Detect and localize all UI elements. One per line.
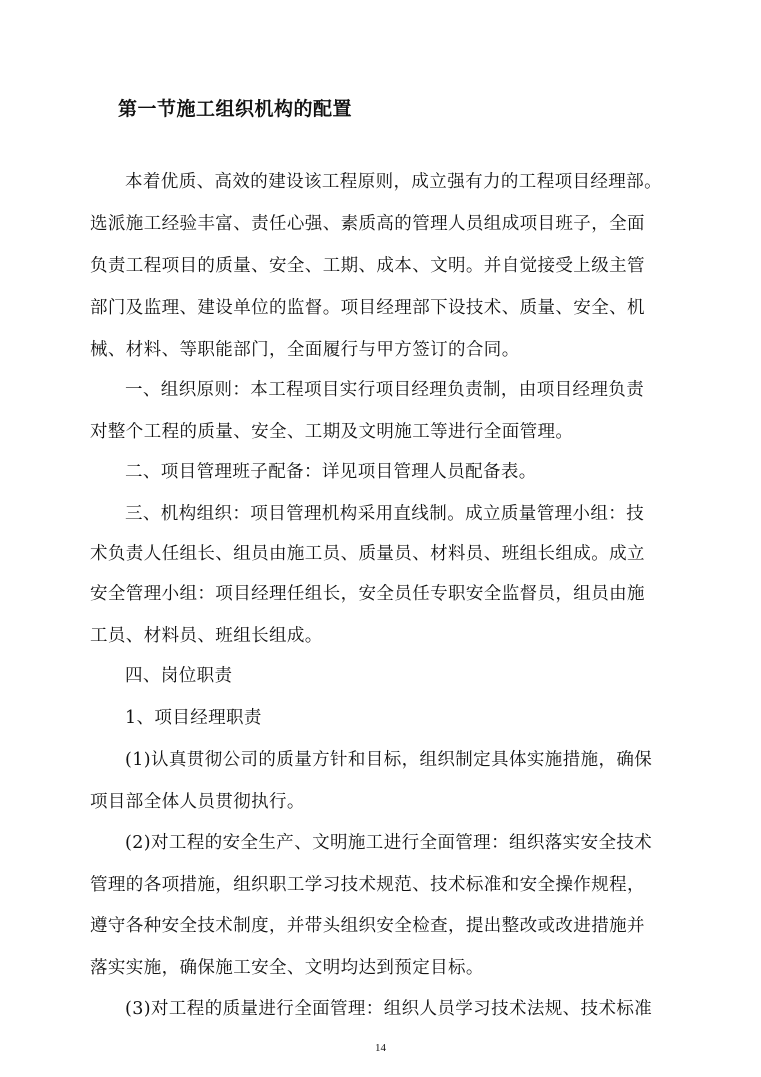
section-heading: 第一节施工组织机构的配置 (118, 98, 353, 120)
paragraph-line: 遵守各种安全技术制度，并带头组织安全检查，提出整改或改进措施并 (90, 916, 645, 936)
paragraph-line: 本着优质、高效的建设该工程原则，成立强有力的工程项目经理部。 (125, 172, 662, 192)
paragraph-line: 二、项目管理班子配备：详见项目管理人员配备表。 (125, 462, 537, 482)
page-number: 14 (375, 1042, 386, 1054)
paragraph-line: 部门及监理、建设单位的监督。项目经理部下设技术、质量、安全、机 (90, 298, 645, 318)
paragraph-line: 工员、材料员、班组长组成。 (90, 626, 323, 646)
paragraph-line: 术负责人任组长、组员由施工员、质量员、材料员、班组长组成。成立 (90, 544, 645, 564)
paragraph-line: 四、岗位职责 (125, 666, 233, 686)
paragraph-line: 项目部全体人员贯彻执行。 (90, 792, 305, 812)
paragraph-line: 对整个工程的质量、安全、工期及文明施工等进行全面管理。 (90, 422, 574, 442)
paragraph-line: 负责工程项目的质量、安全、工期、成本、文明。并自觉接受上级主管 (90, 256, 645, 276)
paragraph-line: 1、项目经理职责 (125, 708, 262, 728)
paragraph-line: (2)对工程的安全生产、文明施工进行全面管理：组织落实安全技术 (125, 833, 653, 853)
paragraph-line: (3)对工程的质量进行全面管理：组织人员学习技术法规、技术标准 (125, 999, 653, 1019)
paragraph-line: 选派施工经验丰富、责任心强、素质高的管理人员组成项目班子，全面 (90, 214, 645, 234)
paragraph-line: 三、机构组织：项目管理机构采用直线制。成立质量管理小组：技 (125, 504, 645, 524)
paragraph-line: 安全管理小组：项目经理任组长，安全员任专职安全监督员，组员由施 (90, 584, 645, 604)
paragraph-line: 械、材料、等职能部门，全面履行与甲方签订的合同。 (90, 340, 520, 360)
paragraph-line: 一、组织原则：本工程项目实行项目经理负责制，由项目经理负责 (125, 380, 645, 400)
paragraph-line: (1)认真贯彻公司的质量方针和目标，组织制定具体实施措施，确保 (125, 750, 653, 770)
paragraph-line: 管理的各项措施，组织职工学习技术规范、技术标准和安全操作规程， (90, 875, 645, 895)
paragraph-line: 落实实施，确保施工安全、文明均达到预定目标。 (90, 958, 484, 978)
